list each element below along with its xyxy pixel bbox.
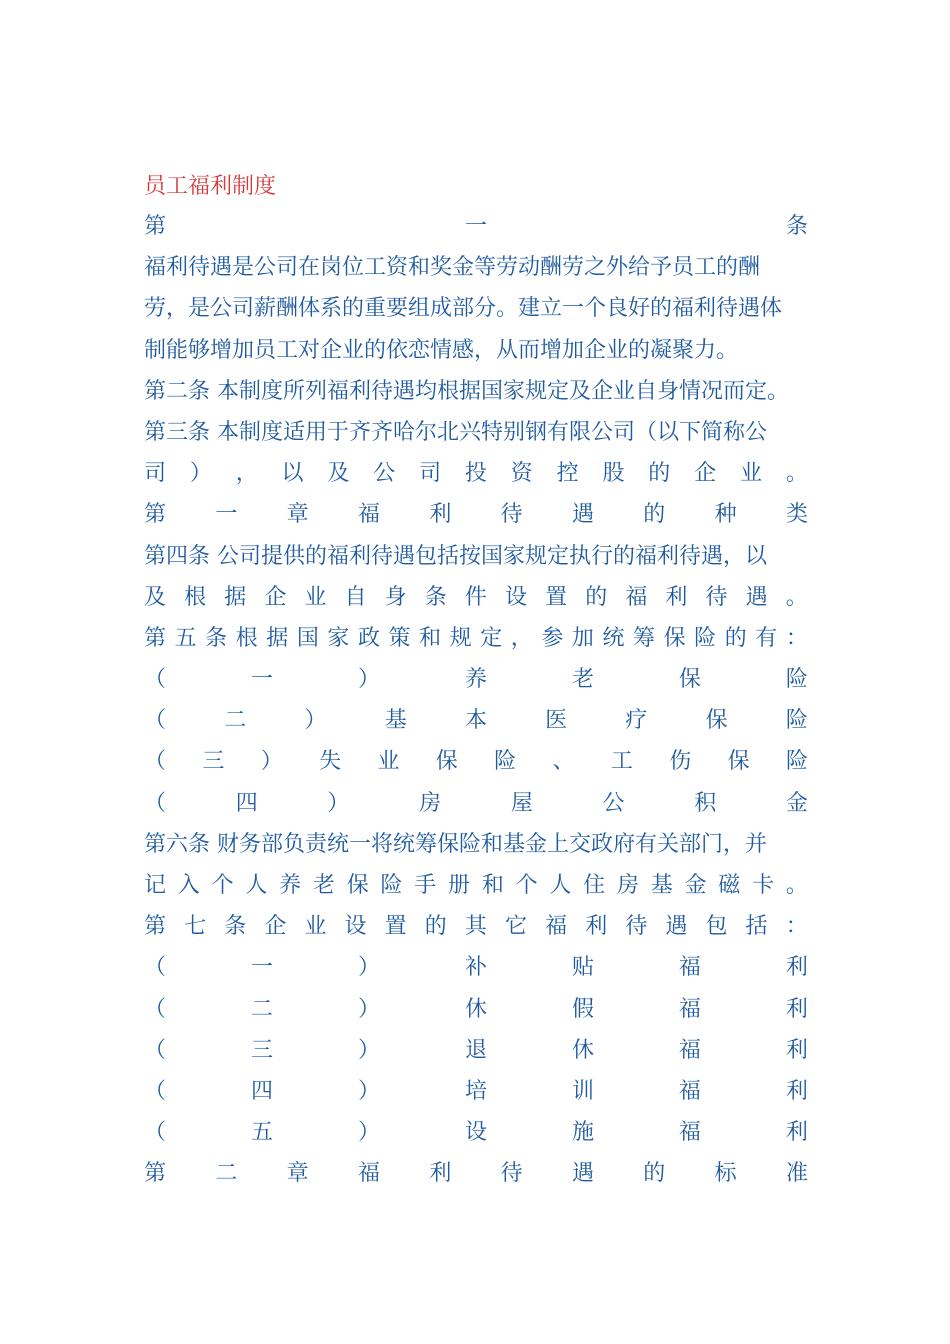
text-char: 保	[705, 708, 728, 734]
text-char: 待	[500, 1161, 523, 1187]
text-char: 司	[144, 461, 167, 487]
text-char: 条	[224, 914, 247, 940]
text-char: 其	[464, 914, 487, 940]
text-char: 利	[429, 1161, 452, 1187]
text-char: 福	[625, 584, 648, 610]
text-char: 据	[266, 625, 289, 651]
text-line	[144, 1112, 808, 1153]
text-char: 加	[571, 625, 594, 651]
text-char: 待	[625, 914, 648, 940]
text-char: 利	[429, 502, 452, 528]
text-char: 假	[571, 996, 594, 1022]
text-char: 休	[571, 1037, 594, 1063]
text-line: 福利待遇是公司在岗位工资和奖金等劳动酬劳之外给予员工的酬	[144, 255, 761, 281]
text-line	[144, 783, 808, 824]
text-char: 险	[694, 625, 717, 651]
text-char: 和	[481, 873, 504, 898]
text-char: 利	[585, 914, 608, 940]
text-char: 置	[384, 914, 407, 940]
text-line: 第六条 财务部负责统一将统筹保险和基金上交政府有关部门，并	[144, 831, 767, 857]
text-char: 入	[177, 873, 200, 898]
text-char: 福	[678, 955, 701, 981]
text-char: 据	[224, 584, 247, 610]
text-char: 五	[174, 625, 197, 651]
text-char: 休	[464, 996, 487, 1022]
text-char: 置	[545, 584, 568, 610]
text-line	[144, 453, 808, 494]
text-line	[144, 206, 808, 247]
text-char: 类	[785, 502, 808, 528]
text-char: 人	[549, 873, 572, 898]
text-char: 金	[684, 873, 707, 898]
text-char: 房	[616, 873, 639, 898]
text-char: 训	[571, 1078, 594, 1104]
text-char: 人	[245, 873, 268, 898]
text-char: 利	[785, 1078, 808, 1104]
text-char: 险	[380, 873, 403, 898]
text-char: 有	[755, 625, 778, 651]
text-char: 控	[556, 461, 579, 487]
text-char: 福	[357, 1161, 380, 1187]
text-char: 福	[678, 1037, 701, 1063]
text-char: 包	[705, 914, 728, 940]
text-char: 家	[327, 625, 350, 651]
text-char: 个	[515, 873, 538, 898]
text-char: ）	[357, 667, 380, 693]
text-char: ）	[357, 1120, 380, 1146]
text-char: 业	[304, 584, 327, 610]
text-char: 遇	[571, 502, 594, 528]
text-char: 保	[727, 749, 750, 775]
text-char: 四	[250, 1078, 273, 1104]
text-char: 业	[304, 914, 327, 940]
text-char: ）	[357, 1078, 380, 1104]
text-char: 福	[678, 1078, 701, 1104]
text-char: 险	[785, 708, 808, 734]
text-char: 险	[785, 749, 808, 775]
text-char: 种	[714, 502, 737, 528]
text-char: 它	[504, 914, 527, 940]
text-char: 第	[144, 214, 167, 239]
text-char: 退	[464, 1037, 487, 1063]
text-line	[144, 700, 808, 741]
text-char: 补	[464, 955, 487, 981]
text-char: 本	[464, 708, 487, 734]
text-char: 。	[785, 461, 808, 487]
text-char: 的	[648, 461, 671, 487]
text-char: 业	[377, 749, 400, 775]
text-char: ：	[785, 625, 808, 651]
text-char: 保	[663, 625, 686, 651]
text-char: 养	[464, 667, 487, 693]
text-char: 司	[419, 461, 442, 487]
text-line	[144, 906, 808, 947]
text-char: 险	[494, 749, 517, 775]
text-char: 贴	[571, 955, 594, 981]
text-char: 医	[545, 708, 568, 734]
text-char: 及	[144, 584, 167, 610]
text-char: 遇	[745, 584, 768, 610]
text-char: 括	[745, 914, 768, 940]
text-char: （	[144, 1037, 167, 1063]
text-char: （	[144, 1078, 167, 1104]
text-char: ：	[785, 914, 808, 940]
text-char: 政	[357, 625, 380, 651]
text-char: 一	[215, 502, 238, 528]
text-char: 及	[327, 461, 350, 487]
text-char: 第	[144, 1161, 167, 1187]
text-char: 金	[785, 790, 808, 816]
text-char: 统	[602, 625, 625, 651]
document-body	[144, 206, 808, 1195]
text-char: 件	[464, 584, 487, 610]
text-char: 的	[424, 914, 447, 940]
text-char: 基	[650, 873, 673, 898]
text-char: ）	[357, 1037, 380, 1063]
text-char: 七	[184, 914, 207, 940]
text-char: 的	[643, 1161, 666, 1187]
text-char: ）	[357, 996, 380, 1022]
text-char: 准	[785, 1161, 808, 1187]
text-char: 一	[250, 667, 273, 693]
text-char: 。	[785, 873, 808, 898]
text-char: 根	[235, 625, 258, 651]
text-line	[144, 494, 808, 535]
text-char: 施	[571, 1120, 594, 1146]
text-char: 标	[714, 1161, 737, 1187]
text-char: 伤	[669, 749, 692, 775]
document-title: 员工福利制度	[144, 174, 277, 199]
text-line	[144, 1030, 808, 1071]
text-char: 股	[602, 461, 625, 487]
text-char: 利	[785, 996, 808, 1022]
text-char: 老	[571, 667, 594, 693]
text-char: 条	[205, 625, 228, 651]
text-char: 保	[678, 667, 701, 693]
text-char: 一	[250, 955, 273, 981]
text-char: 房	[419, 790, 442, 816]
text-char: 三	[202, 749, 225, 775]
text-char: 二	[250, 996, 273, 1022]
text-char: 设	[464, 1120, 487, 1146]
text-char: 筹	[633, 625, 656, 651]
text-char: 个	[211, 873, 234, 898]
text-char: 国	[296, 625, 319, 651]
text-char: 企	[694, 461, 717, 487]
text-char: 公	[373, 461, 396, 487]
text-char: 利	[785, 1037, 808, 1063]
text-char: 策	[388, 625, 411, 651]
text-char: 的	[643, 502, 666, 528]
text-char: 册	[448, 873, 471, 898]
text-char: 四	[235, 790, 258, 816]
text-char: 章	[286, 1161, 309, 1187]
text-char: 以	[281, 461, 304, 487]
text-char: 投	[464, 461, 487, 487]
text-line	[144, 741, 808, 782]
text-char: 待	[500, 502, 523, 528]
text-char: 条	[424, 584, 447, 610]
text-char: 。	[785, 584, 808, 610]
text-char: 二	[215, 1161, 238, 1187]
text-char: 手	[414, 873, 437, 898]
text-char: 基	[384, 708, 407, 734]
text-char: 积	[694, 790, 717, 816]
text-char: 设	[504, 584, 527, 610]
text-char: 保	[346, 873, 369, 898]
text-char: 条	[785, 214, 808, 239]
text-char: 疗	[625, 708, 648, 734]
text-char: ）	[260, 749, 283, 775]
text-char: 、	[552, 749, 575, 775]
text-char: ）	[327, 790, 350, 816]
text-char: （	[144, 996, 167, 1022]
text-char: 一	[464, 214, 487, 239]
text-char: 磁	[718, 873, 741, 898]
text-char: 定	[480, 625, 503, 651]
text-char: 业	[739, 461, 762, 487]
text-char: 待	[705, 584, 728, 610]
text-char: 记	[144, 873, 167, 898]
text-char: 三	[250, 1037, 273, 1063]
text-char: 企	[264, 914, 287, 940]
text-char: 规	[449, 625, 472, 651]
text-char: 第	[144, 502, 167, 528]
text-char: 卡	[752, 873, 775, 898]
text-char: 第	[144, 914, 167, 940]
text-char: 屋	[510, 790, 533, 816]
text-char: 自	[344, 584, 367, 610]
text-char: ，	[235, 461, 258, 487]
text-char: （	[144, 1120, 167, 1146]
text-char: 福	[545, 914, 568, 940]
text-line	[144, 989, 808, 1030]
text-char: （	[144, 749, 167, 775]
text-char: （	[144, 955, 167, 981]
text-char: 五	[250, 1120, 273, 1146]
text-char: 设	[344, 914, 367, 940]
text-char: 老	[312, 873, 335, 898]
text-line	[144, 659, 808, 700]
text-char: 的	[585, 584, 608, 610]
text-line	[144, 1071, 808, 1112]
text-char: 住	[583, 873, 606, 898]
text-char: （	[144, 790, 167, 816]
text-line	[144, 1153, 808, 1194]
text-char: 第	[144, 625, 167, 651]
text-char: 工	[610, 749, 633, 775]
text-char: 失	[319, 749, 342, 775]
text-line: 劳，是公司薪酬体系的重要组成部分。建立一个良好的福利待遇体	[144, 296, 783, 322]
text-line: 第二条 本制度所列福利待遇均根据国家规定及企业自身情况而定。	[144, 378, 789, 404]
text-char: 的	[724, 625, 747, 651]
text-char: 参	[541, 625, 564, 651]
text-char: ）	[189, 461, 212, 487]
text-char: 章	[286, 502, 309, 528]
text-char: 利	[785, 955, 808, 981]
text-line	[144, 947, 808, 988]
text-line: 制能够增加员工对企业的依恋情感，从而增加企业的凝聚力。	[144, 337, 739, 363]
text-char: 资	[510, 461, 533, 487]
text-line: 第三条 本制度适用于齐齐哈尔北兴特别钢有限公司（以下简称公	[144, 419, 767, 445]
text-char: 企	[264, 584, 287, 610]
text-char: 二	[224, 708, 247, 734]
text-line	[144, 618, 808, 659]
text-char: ）	[304, 708, 327, 734]
document-page	[144, 168, 808, 1195]
text-char: ）	[357, 955, 380, 981]
text-char: 险	[785, 667, 808, 693]
text-char: 培	[464, 1078, 487, 1104]
text-char: 根	[184, 584, 207, 610]
text-char: 利	[665, 584, 688, 610]
text-char: 遇	[665, 914, 688, 940]
text-char: 福	[678, 996, 701, 1022]
text-line	[144, 865, 808, 906]
text-char: 福	[357, 502, 380, 528]
text-char: 保	[435, 749, 458, 775]
text-char: 公	[602, 790, 625, 816]
text-char: （	[144, 708, 167, 734]
text-line: 第四条 公司提供的福利待遇包括按国家规定执行的福利待遇，以	[144, 543, 767, 569]
text-char: 福	[678, 1120, 701, 1146]
text-char: ，	[510, 625, 533, 651]
text-char: 利	[785, 1120, 808, 1146]
text-char: 和	[419, 625, 442, 651]
text-line	[144, 577, 808, 618]
text-char: 遇	[571, 1161, 594, 1187]
text-char: 养	[279, 873, 302, 898]
text-char: （	[144, 667, 167, 693]
text-char: 身	[384, 584, 407, 610]
